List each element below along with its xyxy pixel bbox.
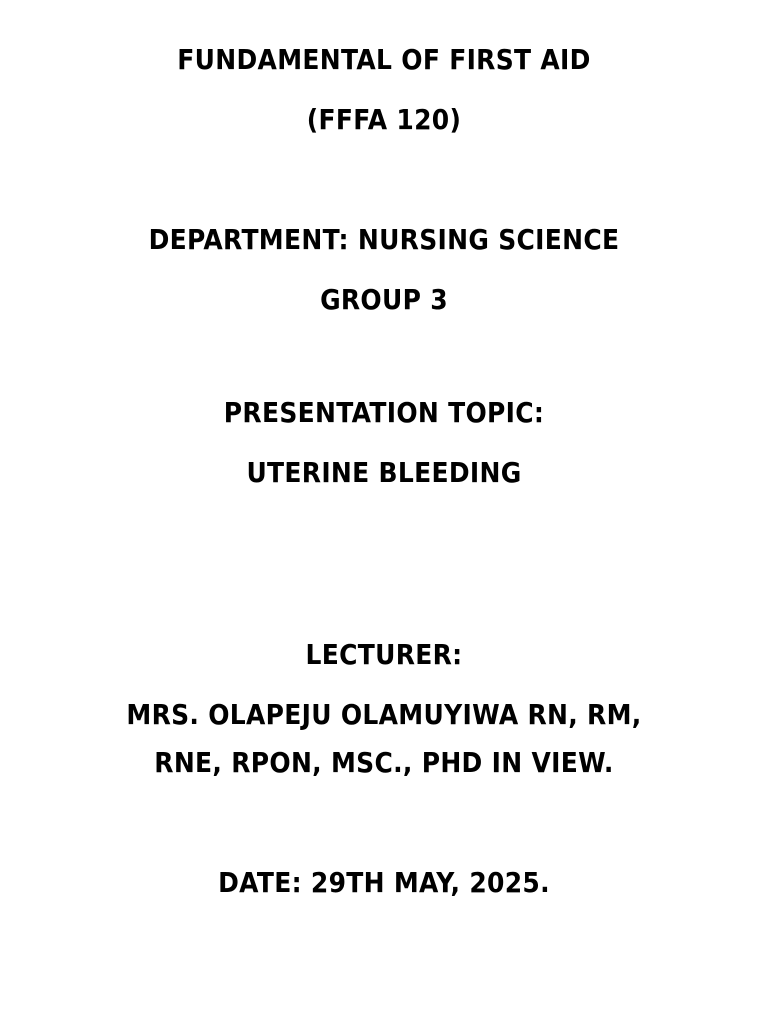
lecturer-name-line-2: RNE, RPON, MSC., PHD IN VIEW. bbox=[154, 746, 614, 779]
course-title: FUNDAMENTAL OF FIRST AID bbox=[177, 43, 591, 76]
department: DEPARTMENT: NURSING SCIENCE bbox=[148, 223, 620, 256]
lecturer-name-line-1: MRS. OLAPEJU OLAMUYIWA RN, RM, bbox=[126, 698, 642, 731]
presentation-date: DATE: 29TH MAY, 2025. bbox=[218, 866, 550, 899]
lecturer-label: LECTURER: bbox=[305, 638, 463, 671]
topic-label: PRESENTATION TOPIC: bbox=[223, 396, 545, 429]
presentation-topic: UTERINE BLEEDING bbox=[246, 456, 522, 489]
group: GROUP 3 bbox=[320, 283, 448, 316]
course-code: (FFFA 120) bbox=[306, 103, 462, 136]
